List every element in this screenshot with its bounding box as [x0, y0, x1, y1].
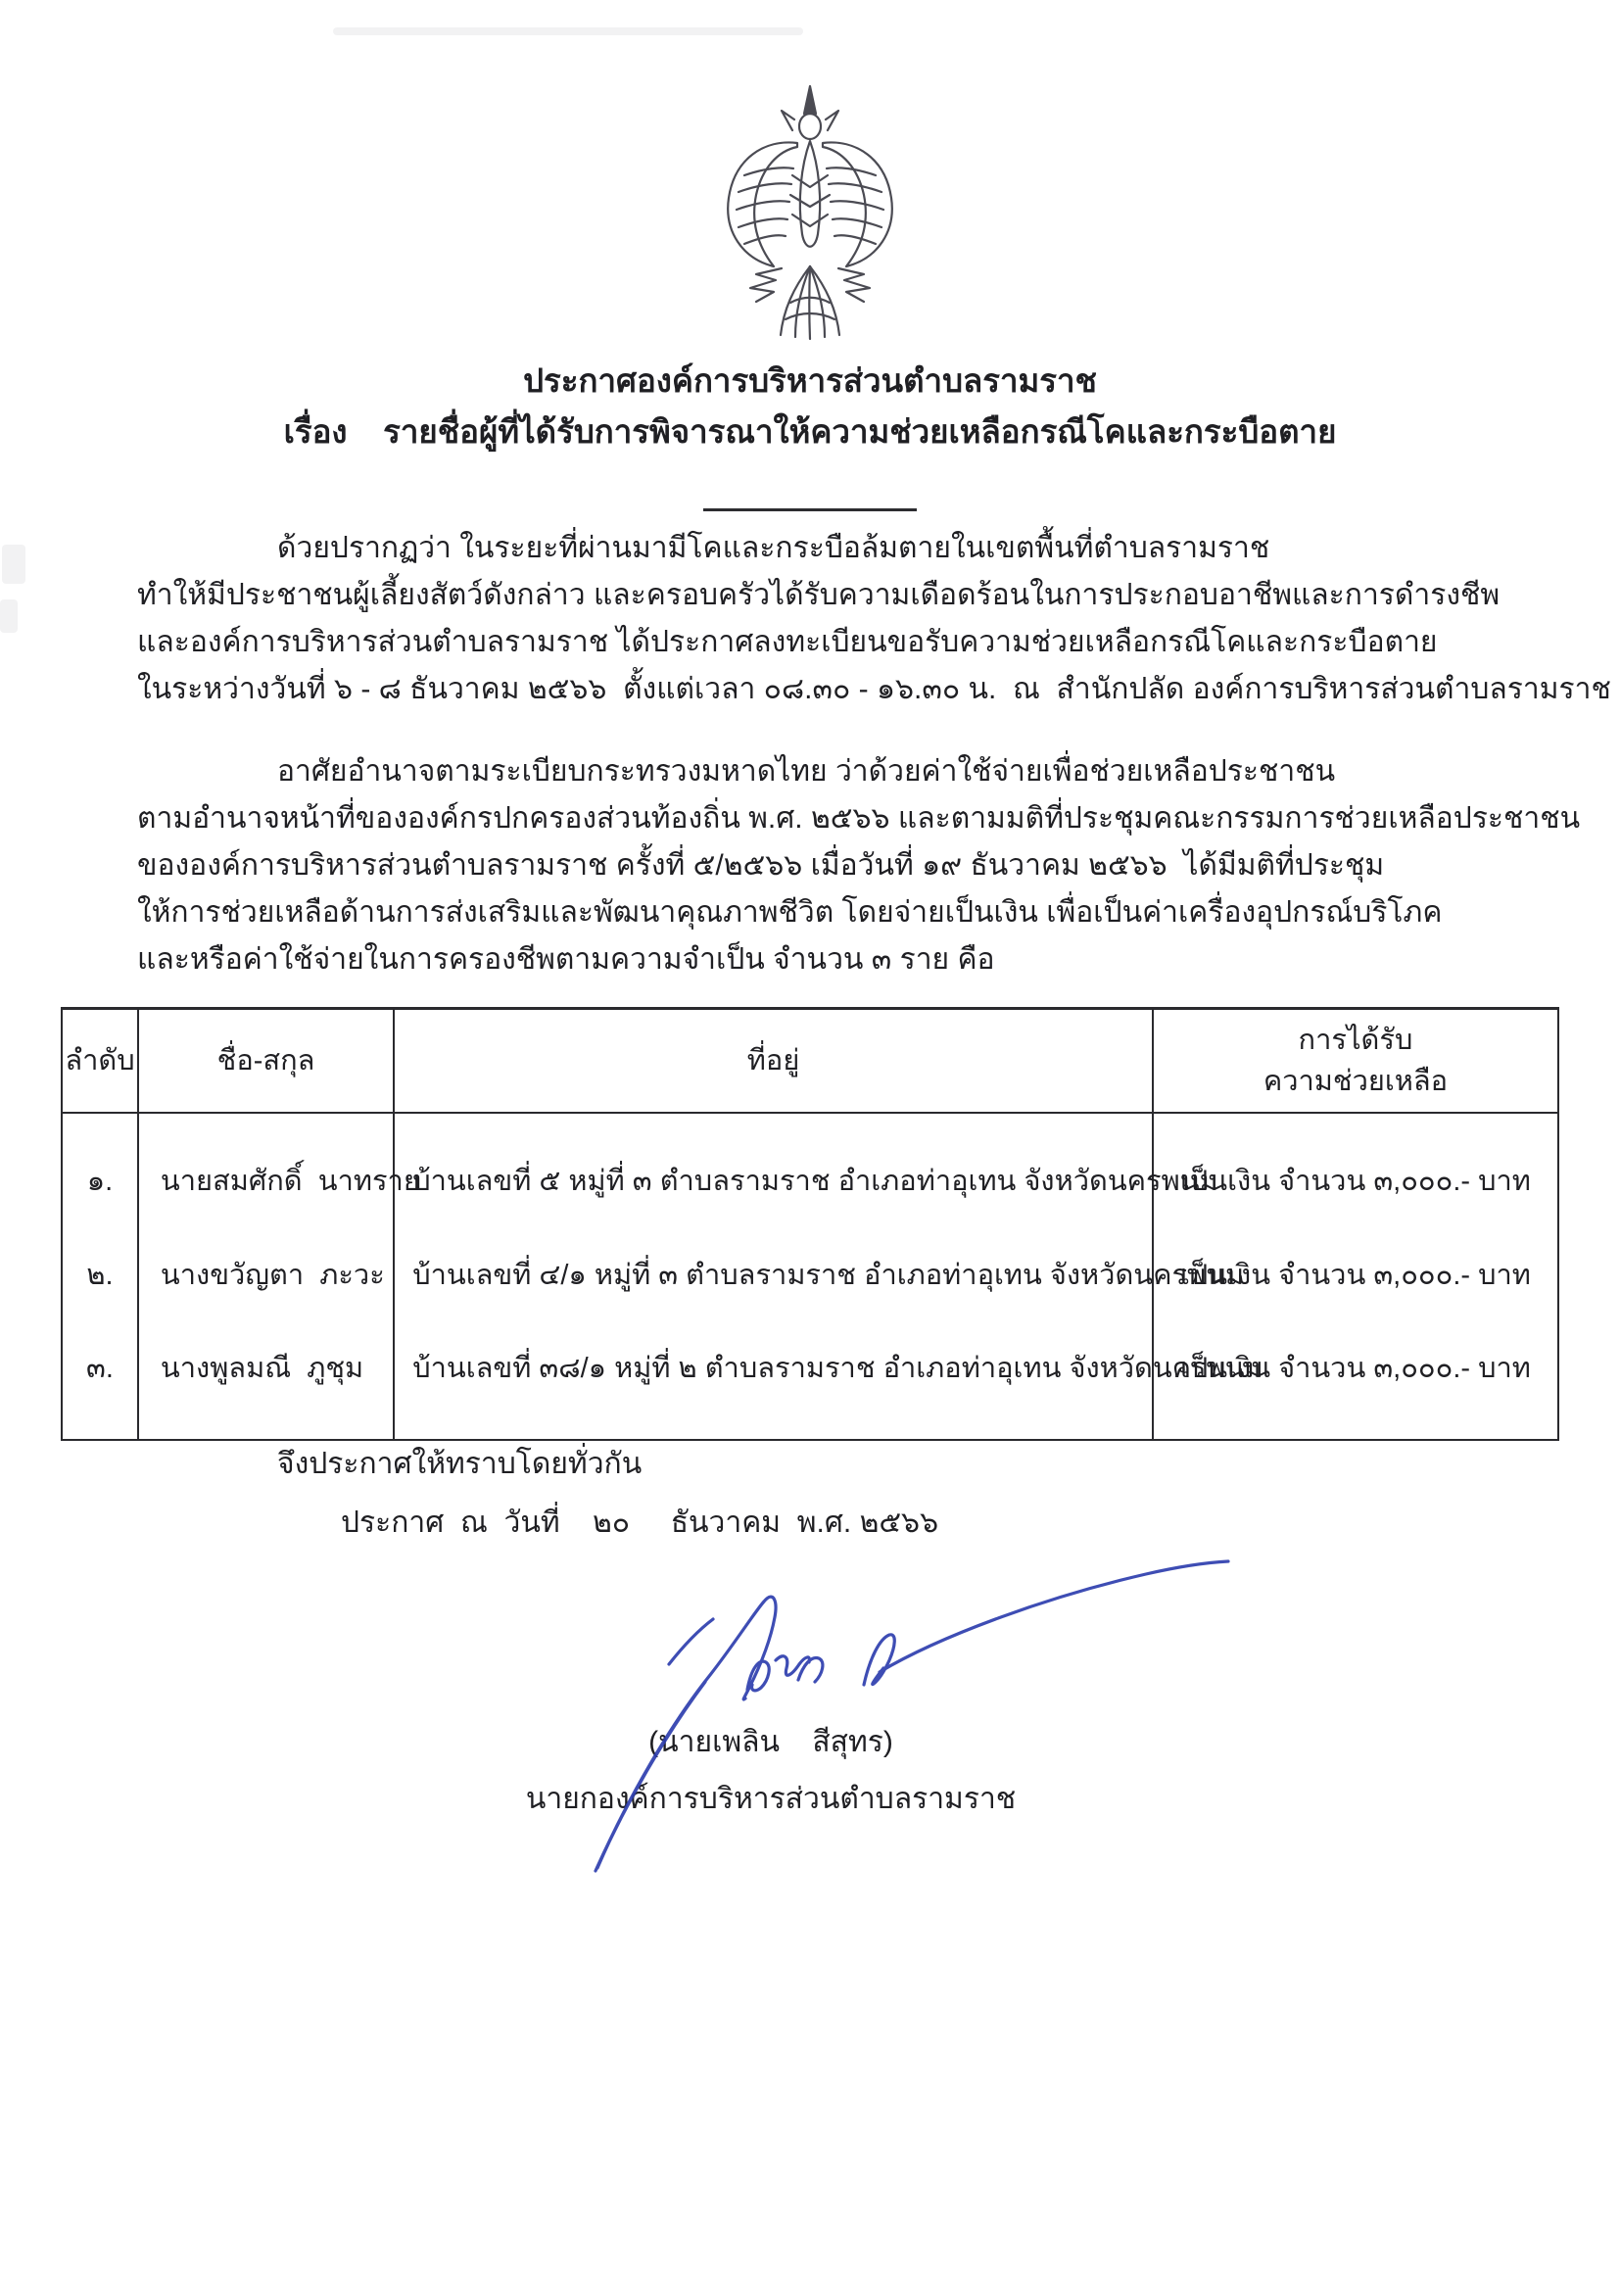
signer-name: (นายเพลิน สีสุทร) — [648, 1726, 893, 1758]
cell-address: บ้านเลขที่ ๔/๑ หมู่ที่ ๓ ตำบลรามราช อำเภอท่าอุเทน จังหวัดนครพนม — [394, 1232, 1153, 1316]
cell-no: ๓. — [62, 1316, 138, 1440]
paragraph-1 — [137, 525, 1611, 713]
paragraph-line: ขององค์การบริหารส่วนตำบลรามราช ครั้งที่ ๕/๒๕๖๖ เมื่อวันที่ ๑๙ ธันวาคม ๒๕๖๖ ได้มีมติที่ประชุม — [137, 849, 1385, 882]
cell-address: บ้านเลขที่ ๕ หมู่ที่ ๓ ตำบลรามราช อำเภอท่าอุเทน จังหวัดนครพนม — [394, 1113, 1153, 1232]
signer-block — [526, 1714, 1016, 1828]
header-assistance-line1: การได้รับ — [1298, 1025, 1413, 1056]
paragraph-line: และหรือค่าใช้จ่ายในการครองชีพตามความจำเป็น จำนวน ๓ ราย คือ — [137, 943, 995, 976]
cell-no: ๒. — [62, 1232, 138, 1316]
cell-assistance: เป็นเงิน จำนวน ๓,๐๐๐.- บาท — [1153, 1113, 1558, 1232]
cell-name: นางขวัญตา ภะวะ — [138, 1232, 394, 1316]
cell-assistance: เป็นเงิน จำนวน ๓,๐๐๐.- บาท — [1153, 1316, 1558, 1440]
announcement-date-line: ประกาศ ณ วันที่ ๒๐ ธันวาคม พ.ศ. ๒๕๖๖ — [341, 1507, 939, 1539]
header-name: ชื่อ-สกุล — [138, 1009, 394, 1114]
cell-no: ๑. — [62, 1113, 138, 1232]
scan-artifact — [333, 27, 803, 35]
scan-artifact — [2, 545, 25, 584]
cell-name: นางพูลมณี ภูชุม — [138, 1316, 394, 1440]
paragraph-line: และองค์การบริหารส่วนตำบลรามราช ได้ประกาศลงทะเบียนขอรับความช่วยเหลือกรณีโคและกระบือตาย — [137, 626, 1438, 658]
cell-address: บ้านเลขที่ ๓๘/๑ หมู่ที่ ๒ ตำบลรามราช อำเภอท่าอุเทน จังหวัดนครพนม — [394, 1316, 1153, 1440]
table-header-row — [62, 1009, 1558, 1114]
assistance-table — [61, 1007, 1559, 1441]
document-subject: เรื่อง รายชื่อผู้ที่ได้รับการพิจารณาให้ความช่วยเหลือกรณีโคและกระบือตาย — [283, 413, 1337, 450]
header-address: ที่อยู่ — [394, 1009, 1153, 1114]
garuda-emblem-icon — [688, 82, 932, 350]
paragraph-line: ให้การช่วยเหลือด้านการส่งเสริมและพัฒนาคุณภาพชีวิต โดยจ่ายเป็นเงิน เพื่อเป็นค่าเครื่องอุปกรณ์บริโภค — [137, 896, 1443, 929]
paragraph-line: อาศัยอำนาจตามระเบียบกระทรวงมหาดไทย ว่าด้วยค่าใช้จ่ายเพื่อช่วยเหลือประชาชน — [277, 755, 1336, 788]
table-row — [62, 1232, 1558, 1316]
paragraph-2 — [137, 748, 1581, 983]
document-title: ประกาศองค์การบริหารส่วนตำบลรามราช — [523, 362, 1097, 399]
signer-title: นายกองค์การบริหารส่วนตำบลรามราช — [525, 1783, 1017, 1815]
cell-name: นายสมศักดิ์ นาทราย — [138, 1113, 394, 1232]
closing-statement: จึงประกาศให้ทราบโดยทั่วกัน — [277, 1448, 643, 1480]
paragraph-line: ในระหว่างวันที่ ๖ - ๘ ธันวาคม ๒๕๖๖ ตั้งแต่เวลา ๐๘.๓๐ - ๑๖.๓๐ น. ณ สำนักปลัด องค์การบริหารส่วนตำบลรามราช — [137, 673, 1611, 705]
cell-assistance: เป็นเงิน จำนวน ๓,๐๐๐.- บาท — [1153, 1232, 1558, 1316]
paragraph-line: ตามอำนาจหน้าที่ขององค์กรปกครองส่วนท้องถิ่น พ.ศ. ๒๕๖๖ และตามมติที่ประชุมคณะกรรมการช่วยเหลือประชาชน — [137, 802, 1581, 835]
header-assistance-line2: ความช่วยเหลือ — [1263, 1066, 1449, 1097]
paragraph-line: ทำให้มีประชาชนผู้เลี้ยงสัตว์ดังกล่าว และครอบครัวได้รับความเดือดร้อนในการประกอบอาชีพและการดำรงชีพ — [137, 579, 1501, 611]
table-row — [62, 1316, 1558, 1440]
header-no: ลำดับ — [62, 1009, 138, 1114]
table-row — [62, 1113, 1558, 1232]
scan-artifact — [0, 599, 18, 633]
header-assistance — [1153, 1009, 1558, 1114]
title-divider — [703, 508, 917, 511]
paragraph-line: ด้วยปรากฏว่า ในระยะที่ผ่านมามีโคและกระบือล้มตายในเขตพื้นที่ตำบลรามราช — [277, 532, 1270, 564]
